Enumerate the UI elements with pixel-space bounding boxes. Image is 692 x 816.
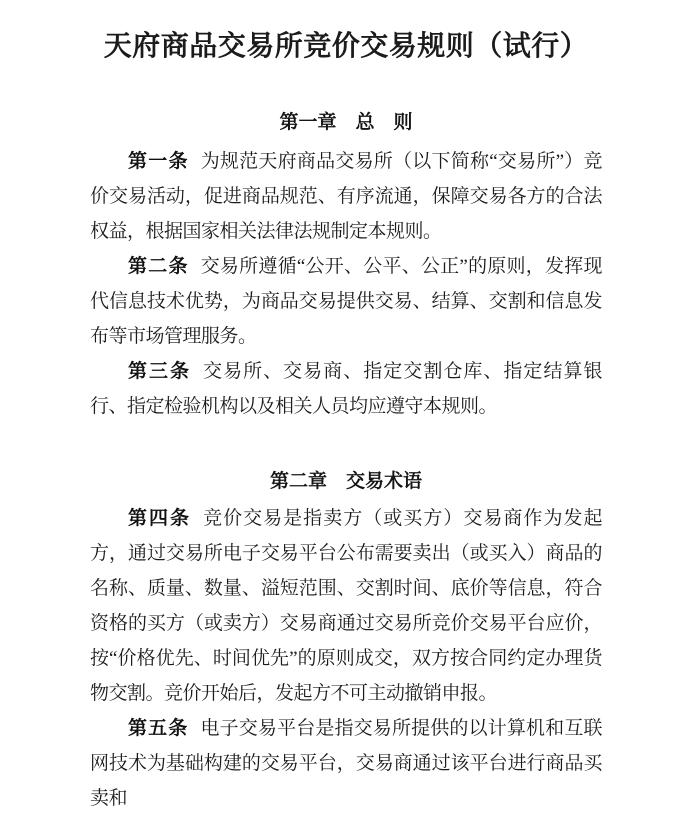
article-3-paragraph xyxy=(90,354,602,424)
document-title: 天府商品交易所竞价交易规则（试行） xyxy=(103,31,589,62)
article-5-paragraph xyxy=(90,711,602,816)
article-3-number: 第三条 xyxy=(128,361,192,382)
chapter-1-articles xyxy=(90,144,602,424)
article-1-text: 为规范天府商品交易所（以下简称“交易所”）竞价交易活动，促进商品规范、有序流通，保障交易各方的合法权益，根据国家相关法律法规制定本规则。 xyxy=(90,151,602,242)
article-2-paragraph xyxy=(90,249,602,354)
article-5-text: 电子交易平台是指交易所提供的以计算机和互联网技术为基础构建的交易平台，交易商通过该平台进行商品买卖和 xyxy=(90,718,602,809)
chapter-heading-1: 第一章 总 则 xyxy=(279,112,413,133)
article-5-number: 第五条 xyxy=(128,718,189,739)
chapter-heading-2: 第二章 交易术语 xyxy=(269,471,422,492)
article-4-paragraph xyxy=(90,501,602,711)
article-2-text: 交易所遵循“公开、公平、公正”的原则，发挥现代信息技术优势，为商品交易提供交易、结算、交割和信息发布等市场管理服务。 xyxy=(90,256,602,347)
article-2-number: 第二条 xyxy=(128,256,189,277)
document-page xyxy=(0,28,692,813)
article-4-text: 竞价交易是指卖方（或买方）交易商作为发起方，通过交易所电子交易平台公布需要卖出（或买入）商品的名称、质量、数量、溢短范围、交割时间、底价等信息，符合资格的买方（或卖方）交易商通过交易所竞价交易平台应价，按“价格优先、时间优先”的原则成交，双方按合同约定办理货物交割。竞价开始后，发起方不可主动撤销申报。 xyxy=(90,508,602,704)
article-1-paragraph xyxy=(90,144,602,249)
article-4-number: 第四条 xyxy=(128,508,192,529)
article-3-text: 交易所、交易商、指定交割仓库、指定结算银行、指定检验机构以及相关人员均应遵守本规则。 xyxy=(90,361,602,417)
chapter-2-articles xyxy=(90,501,602,816)
article-1-number: 第一条 xyxy=(128,151,189,172)
